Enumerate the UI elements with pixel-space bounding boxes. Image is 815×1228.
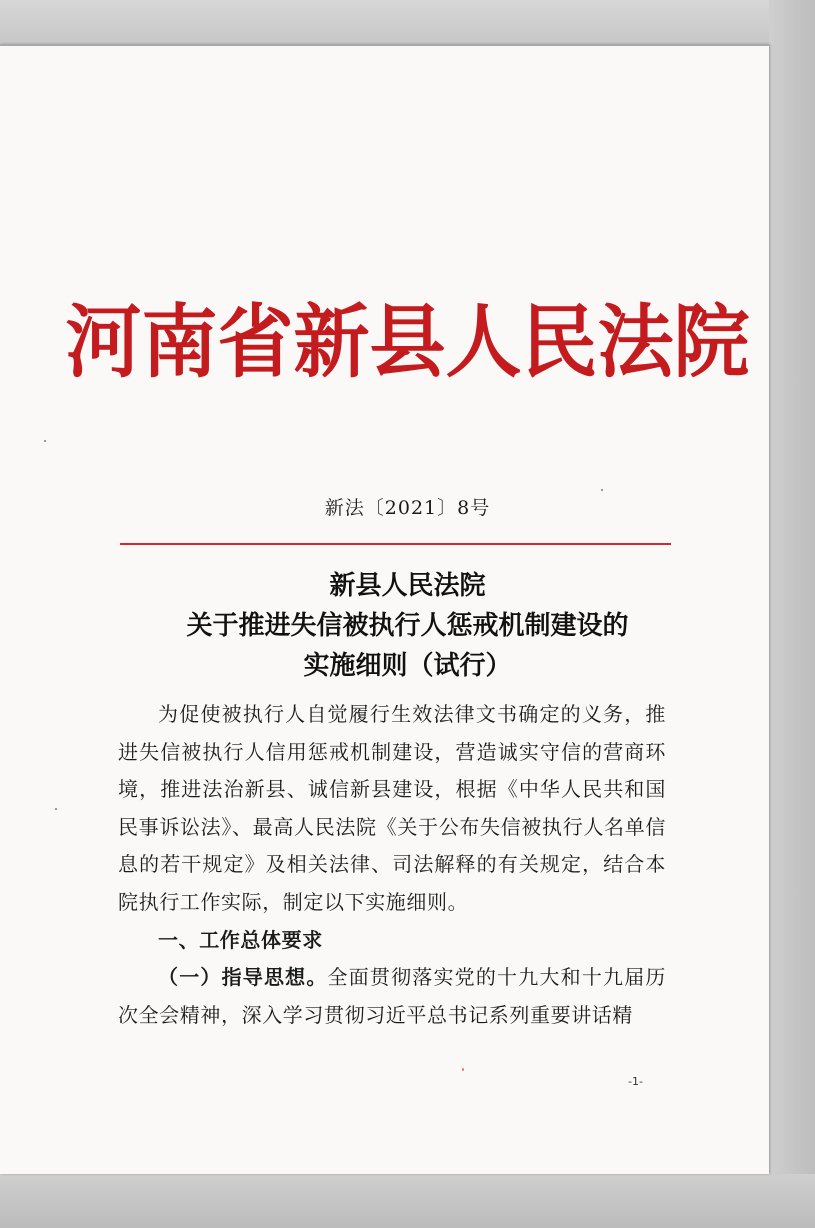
heading-line-3: 实施细则（试行）	[303, 651, 512, 681]
scanner-bottom-margin	[0, 1174, 815, 1228]
scanner-top-margin	[0, 0, 815, 44]
subsection-text: 全面贯彻落实党的十九大和十九届历次全会精神，深入学习贯彻习近平总书记系列重要讲话精	[118, 965, 666, 1027]
red-divider-line	[120, 543, 671, 545]
document-heading	[0, 566, 815, 686]
heading-line-1: 新县人民法院	[329, 571, 486, 601]
scan-speck	[601, 489, 603, 491]
subsection-paragraph	[118, 959, 666, 1034]
heading-line-2: 关于推进失信被执行人惩戒机制建设的	[186, 611, 629, 641]
section-heading: 一、工作总体要求	[158, 927, 323, 952]
document-body	[118, 696, 666, 1034]
scan-speck	[462, 1068, 464, 1071]
document-number: 新法〔2021〕8号	[324, 497, 491, 519]
scan-speck	[55, 808, 57, 810]
page-top-edge	[0, 44, 769, 46]
page-number: -1-	[628, 1075, 643, 1088]
scan-speck	[44, 440, 46, 442]
intro-paragraph: 为促使被执行人自觉履行生效法律文书确定的义务，推进失信被执行人信用惩戒机制建设，营造诚实守信的营商环境，推进法治新县、诚信新县建设，根据《中华人民共和国民事诉讼法》、最高人民法院《关于公布失信被执行人名单信息的若干规定》及相关法律、司法解释的有关规定，结合本院执行工作实际，制定以下实施细则。	[118, 702, 666, 914]
subsection-lead: （一）指导思想。	[158, 965, 328, 990]
court-title: 河南省新县人民法院	[65, 294, 750, 389]
